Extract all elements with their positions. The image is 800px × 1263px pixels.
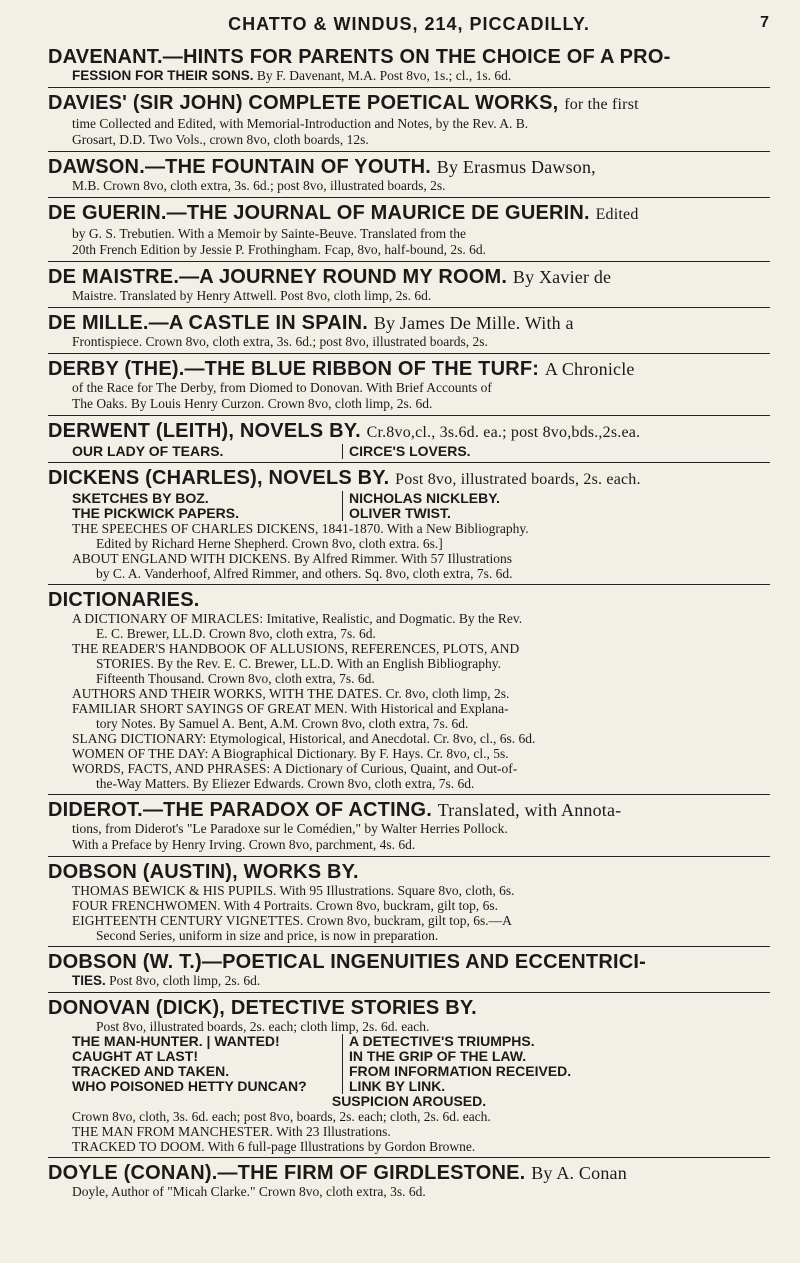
entry-details: Doyle, Author of "Micah Clarke." Crown 8vo, cloth extra, 3s. 6d. [72, 1184, 426, 1199]
entry-details: Grosart, D.D. Two Vols., crown 8vo, cloth boards, 12s. [72, 132, 369, 147]
title-columns [48, 1034, 770, 1094]
book-listing: AUTHORS AND THEIR WORKS, WITH THE DATES. Cr. 8vo, cloth limp, 2s. [72, 686, 510, 701]
entry-doyle [48, 1158, 770, 1203]
entry-heading-rest: By A. Conan [531, 1163, 627, 1183]
book-title: IN THE GRIP OF THE LAW. [349, 1048, 527, 1064]
entry-diderot [48, 795, 770, 857]
book-listing: FAMILIAR SHORT SAYINGS OF GREAT MEN. With Historical and Explana- [72, 701, 509, 716]
page-number: 7 [760, 14, 770, 31]
book-listing-cont: STORIES. By the Rev. E. C. Brewer, LL.D. With an English Bibliography. [96, 656, 502, 671]
entry-details: Frontispiece. Crown 8vo, cloth extra, 3s. 6d.; post 8vo, illustrated boards, 2s. [72, 334, 488, 349]
entry-heading-rest: A Chronicle [544, 359, 635, 379]
book-listing: EIGHTEENTH CENTURY VIGNETTES. Crown 8vo, buckram, gilt top, 6s.—A [72, 913, 512, 928]
entry-heading: DAWSON.—THE FOUNTAIN OF YOUTH. [48, 156, 432, 178]
book-listing: WORDS, FACTS, AND PHRASES: A Dictionary of Curious, Quaint, and Out-of- [72, 761, 518, 776]
entry-heading: DICTIONARIES. [48, 589, 200, 611]
entry-details: by G. S. Trebutien. With a Memoir by Sainte-Beuve. Translated from the [72, 226, 467, 241]
entry-heading: DE GUERIN.—THE JOURNAL OF MAURICE DE GUERIN. [48, 202, 590, 224]
book-listing-cont: Edited by Richard Herne Shepherd. Crown 8vo, cloth extra. 6s.] [96, 536, 443, 551]
entry-derwent [48, 416, 770, 463]
book-listing: A DICTIONARY OF MIRACLES: Imitative, Realistic, and Dogmatic. By the Rev. [72, 611, 523, 626]
book-title: THE MAN-HUNTER. | WANTED! [72, 1033, 280, 1049]
entry-heading: DOYLE (CONAN).—THE FIRM OF GIRDLESTONE. [48, 1162, 526, 1184]
book-title: WHO POISONED HETTY DUNCAN? [72, 1078, 307, 1094]
entry-heading-rest: Post 8vo, illustrated boards, 2s. each. [395, 471, 641, 488]
entry-heading-rest: Cr.8vo,cl., 3s.6d. ea.; post 8vo,bds.,2s.ea. [366, 424, 641, 441]
entry-heading: DAVENANT.—HINTS FOR PARENTS ON THE CHOICE OF A PRO- [48, 46, 671, 68]
price-note: Crown 8vo, cloth, 3s. 6d. each; post 8vo, boards, 2s. each; cloth, 2s. 6d. each. [72, 1109, 491, 1124]
entry-heading-cont: FESSION FOR THEIR SONS. [72, 68, 254, 83]
entry-heading: DERWENT (LEITH), NOVELS BY. [48, 420, 361, 442]
entry-dobson-wt [48, 947, 770, 993]
book-listing-cont: E. C. Brewer, LL.D. Crown 8vo, cloth extra, 7s. 6d. [96, 626, 376, 641]
entry-heading: DICKENS (CHARLES), NOVELS BY. [48, 467, 390, 489]
entry-details: time Collected and Edited, with Memorial-Introduction and Notes, by the Rev. A. B. [72, 116, 529, 131]
title-columns [48, 444, 770, 459]
entry-derby [48, 354, 770, 416]
entry-davies [48, 88, 770, 152]
entry-dobson-austin [48, 857, 770, 947]
entry-heading-rest: Translated, with Annota- [437, 800, 622, 820]
entry-details: tions, from Diderot's "Le Paradoxe sur le Comédien," by Walter Herries Pollock. [72, 821, 508, 836]
book-title: A DETECTIVE'S TRIUMPHS. [349, 1033, 535, 1049]
book-listing: TRACKED TO DOOM. With 6 full-page Illustrations by Gordon Browne. [72, 1139, 476, 1154]
book-title: NICHOLAS NICKLEBY. [349, 490, 500, 506]
book-title: FROM INFORMATION RECEIVED. [349, 1063, 572, 1079]
entry-heading: DOBSON (AUSTIN), WORKS BY. [48, 861, 359, 883]
entry-details: The Oaks. By Louis Henry Curzon. Crown 8vo, cloth limp, 2s. 6d. [72, 396, 433, 411]
page-header [48, 14, 770, 42]
book-listing-cont: the-Way Matters. By Eliezer Edwards. Crown 8vo, cloth extra, 7s. 6d. [96, 776, 475, 791]
entry-de-mille [48, 308, 770, 354]
book-listing: WOMEN OF THE DAY: A Biographical Dictionary. By F. Hays. Cr. 8vo, cl., 5s. [72, 746, 509, 761]
entry-dickens [48, 463, 770, 585]
book-listing: THE SPEECHES OF CHARLES DICKENS, 1841-1870. With a New Bibliography. [72, 521, 529, 536]
book-listing: ABOUT ENGLAND WITH DICKENS. By Alfred Rimmer. With 57 Illustrations [72, 551, 513, 566]
book-title: LINK BY LINK. [349, 1078, 446, 1094]
entry-heading-rest: Edited [595, 206, 639, 223]
book-title: THE PICKWICK PAPERS. [72, 505, 239, 521]
entry-details: Post 8vo, cloth limp, 2s. 6d. [109, 973, 261, 988]
entry-details: 20th French Edition by Jessie P. Frothingham. Fcap, 8vo, half-bound, 2s. 6d. [72, 242, 486, 257]
entry-dawson [48, 152, 770, 198]
entry-heading: DE MAISTRE.—A JOURNEY ROUND MY ROOM. [48, 266, 508, 288]
book-title: CAUGHT AT LAST! [72, 1048, 198, 1064]
entry-dictionaries [48, 585, 770, 795]
book-title: OUR LADY OF TEARS. [72, 443, 224, 459]
entry-heading-rest: By James De Mille. With a [373, 313, 574, 333]
entry-heading-rest: for the first [564, 96, 639, 113]
publisher-header: CHATTO & WINDUS, 214, PICCADILLY. [228, 14, 590, 34]
book-title: CIRCE'S LOVERS. [349, 443, 471, 459]
book-listing: THE MAN FROM MANCHESTER. With 23 Illustrations. [72, 1124, 391, 1139]
book-title: SKETCHES BY BOZ. [72, 490, 209, 506]
entry-heading: DE MILLE.—A CASTLE IN SPAIN. [48, 312, 369, 334]
entry-details: M.B. Crown 8vo, cloth extra, 3s. 6d.; post 8vo, illustrated boards, 2s. [72, 178, 446, 193]
price-note: Post 8vo, illustrated boards, 2s. each; cloth limp, 2s. 6d. each. [96, 1019, 430, 1034]
entry-davenant [48, 42, 770, 88]
entry-de-guerin [48, 198, 770, 262]
entry-details: By F. Davenant, M.A. Post 8vo, 1s.; cl., 1s. 6d. [256, 68, 512, 83]
entry-heading-rest: By Erasmus Dawson, [436, 157, 596, 177]
book-listing: THE READER'S HANDBOOK OF ALLUSIONS, REFERENCES, PLOTS, AND [72, 641, 520, 656]
book-listing-cont: tory Notes. By Samuel A. Bent, A.M. Crown 8vo, cloth extra, 7s. 6d. [96, 716, 469, 731]
entry-details: of the Race for The Derby, from Diomed to Donovan. With Brief Accounts of [72, 380, 492, 395]
entry-details: Maistre. Translated by Henry Attwell. Post 8vo, cloth limp, 2s. 6d. [72, 288, 432, 303]
entry-heading: DONOVAN (DICK), DETECTIVE STORIES BY. [48, 997, 477, 1019]
book-listing-cont: Fifteenth Thousand. Crown 8vo, cloth extra, 7s. 6d. [96, 671, 375, 686]
book-title-centered: SUSPICION AROUSED. [331, 1093, 487, 1109]
book-listing: SLANG DICTIONARY: Etymological, Historical, and Anecdotal. Cr. 8vo, cl., 6s. 6d. [72, 731, 536, 746]
entry-heading: DIDEROT.—THE PARADOX OF ACTING. [48, 799, 432, 821]
entry-donovan [48, 993, 770, 1158]
entry-heading: DOBSON (W. T.)—POETICAL INGENUITIES AND ECCENTRICI- [48, 951, 646, 973]
entry-heading-rest: By Xavier de [512, 267, 612, 287]
entry-heading: DERBY (THE).—THE BLUE RIBBON OF THE TURF: [48, 358, 540, 380]
book-title: TRACKED AND TAKEN. [72, 1063, 230, 1079]
book-title: OLIVER TWIST. [349, 505, 451, 521]
book-listing-cont: by C. A. Vanderhoof, Alfred Rimmer, and others. Sq. 8vo, cloth extra, 7s. 6d. [96, 566, 513, 581]
book-listing-cont: Second Series, uniform in size and price, is now in preparation. [96, 928, 439, 943]
title-columns [48, 491, 770, 521]
entry-de-maistre [48, 262, 770, 308]
entry-details: With a Preface by Henry Irving. Crown 8vo, parchment, 4s. 6d. [72, 837, 416, 852]
entry-heading-cont: TIES. [72, 973, 106, 988]
book-listing: FOUR FRENCHWOMEN. With 4 Portraits. Crown 8vo, buckram, gilt top, 6s. [72, 898, 498, 913]
entry-heading: DAVIES' (SIR JOHN) COMPLETE POETICAL WORKS, [48, 92, 559, 114]
book-listing: THOMAS BEWICK & HIS PUPILS. With 95 Illustrations. Square 8vo, cloth, 6s. [72, 883, 515, 898]
